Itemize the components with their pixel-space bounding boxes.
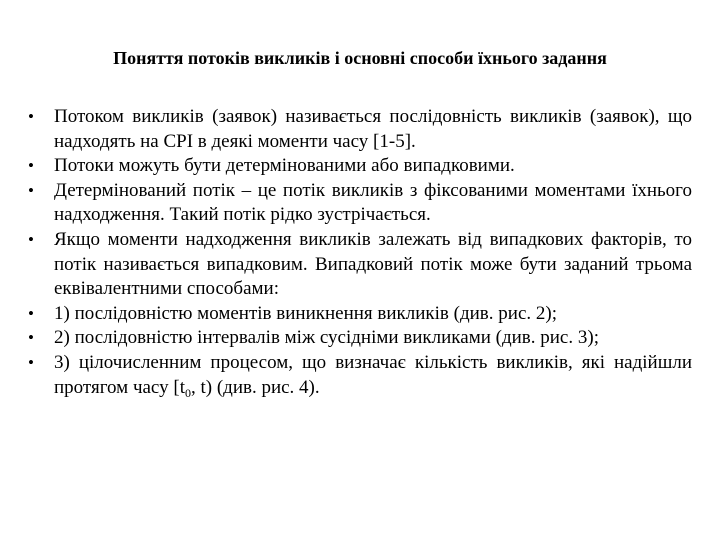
bullet-item <box>26 154 692 179</box>
bullet-text: Потоки можуть бути детермінованими або випадковими. <box>54 155 515 177</box>
bullet-icon: • <box>28 328 34 348</box>
bullet-icon: • <box>28 229 34 249</box>
bullet-text: Потоком викликів (заявок) називається послідовність викликів (заявок), що надходять на CPI в деякі моменти часу [1-5]. <box>54 106 692 152</box>
bullet-text: Детермінований потік – це потік викликів з фіксованими моментами їхнього надходження. Такий потік рідко зустрічається. <box>54 179 692 226</box>
bullet-item <box>26 228 692 302</box>
bullet-text: 2) послідовністю інтервалів між сусідніми викликами (див. рис. 3); <box>54 327 599 349</box>
bullet-text: Якщо моменти надходження викликів залежать від випадкових факторів, то потік називається випадковим. Випадковий потік може бути заданий трьома еквівалентними способами: <box>54 228 692 300</box>
bullet-list <box>26 105 692 400</box>
bullet-text: 1) послідовністю моментів виникнення викликів (див. рис. 2); <box>54 302 557 324</box>
bullet-item <box>26 326 692 351</box>
bullet-icon: • <box>28 156 34 176</box>
bullet-icon: • <box>28 180 34 200</box>
subscript: 0 <box>184 385 191 400</box>
bullet-text-part: 3) цілочисленним процесом, що визначає кількість викликів, які надійшли протягом часу [t <box>54 351 692 398</box>
slide-title: Поняття потоків викликів і основні способи їхнього задання <box>113 48 607 68</box>
bullet-text-part: , t) (див. рис. 4). <box>190 376 320 398</box>
bullet-icon: • <box>28 303 34 323</box>
bullet-item <box>26 302 692 327</box>
bullet-icon: • <box>28 107 34 126</box>
bullet-text <box>54 351 692 400</box>
bullet-item <box>26 351 692 400</box>
bullet-icon: • <box>28 352 34 372</box>
bullet-item <box>26 179 692 228</box>
bullet-item <box>26 105 692 154</box>
